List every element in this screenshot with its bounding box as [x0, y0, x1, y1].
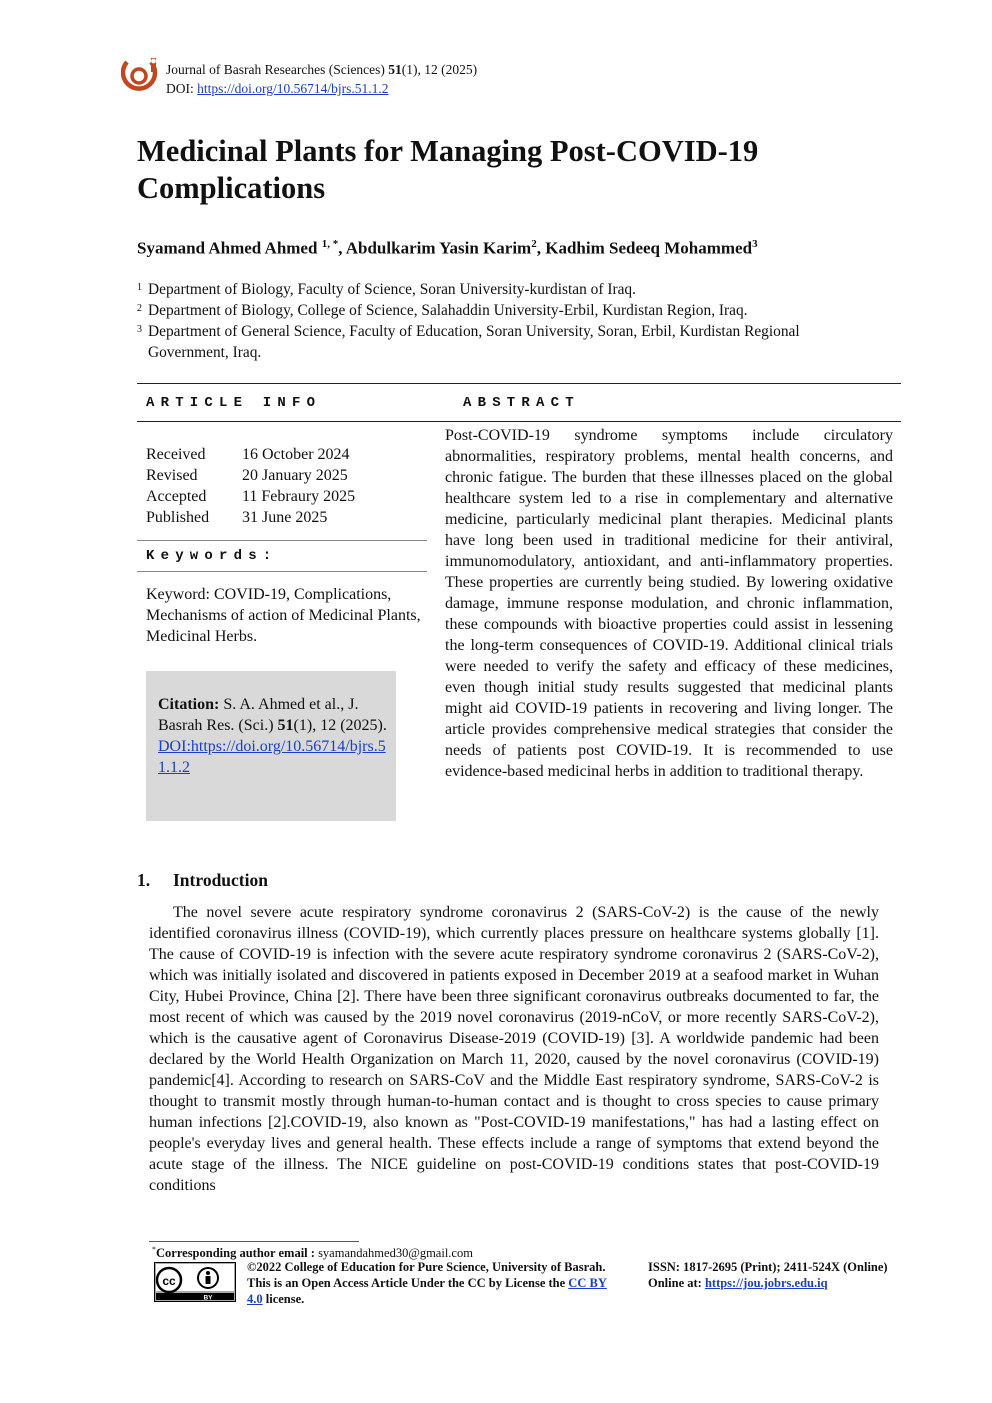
- author-name: Kadhim Sedeeq Mohammed: [545, 238, 753, 258]
- corresponding-mark: *: [152, 1245, 156, 1254]
- journal-citation-line: [166, 60, 477, 80]
- date-value: 11 Febraury 2025: [242, 488, 356, 505]
- date-value: 31 June 2025: [242, 509, 328, 526]
- citation-body: S. A. Ahmed et al., J. Basrah Res. (Sci.): [158, 696, 359, 734]
- article-info-heading: ARTICLE INFO: [146, 395, 322, 411]
- article-dates: [146, 444, 355, 528]
- corresponding-label: Corresponding author email :: [156, 1246, 319, 1261]
- introduction-heading: [137, 870, 268, 891]
- journal-name: Journal of Basrah Researches (Sciences): [166, 62, 385, 77]
- introduction-text: The novel severe acute respiratory syndrome coronavirus 2 (SARS-CoV-2) is the cause of the newly identified coronavirus illness (COVID-19), which currently places pressure on healthcare systems globally [1]. The cause of COVID-19 is infection with the severe acute respiratory syndrome coronavirus 2 (SARS-CoV-2), which was initially isolated and discovered in patients exposed in December 2019 at a seafood market in Wuhan City, Hubei Province, China [2]. There have been three significant coronavirus outbreaks documented to far, the most recent of which was caused by the 2019 novel coronavirus (2019-nCoV, or more recently SARS-CoV-2), which is the causative agent of Coronavirus Disease-2019 (COVID-19) [3]. A worldwide pandemic had been declared by the World Health Organization on March 11, 2020, caused by the novel coronavirus (COVID-19) pandemic[4]. According to research on SARS-CoV and the Middle East respiratory syndrome, SARS-CoV-2 is thought to transmit mostly through human-to-human contact and is thought to cross species to cause primary human infections [2].COVID-19, also known as "Post-COVID-19 manifestations," has had a lasting effect on people's everyday lives and general health. These effects include a range of symptoms that extend beyond the acute stage of the illness. The NICE guideline on post-COVID-19 conditions states that post-COVID-19 conditions: [149, 904, 879, 1194]
- affiliation-text: Department of Biology, College of Science, Salahaddin University-Erbil, Kurdistan Region, Iraq.: [148, 302, 748, 319]
- doi-line: [166, 79, 389, 99]
- issn-text: ISSN: 1817-2695 (Print); 2411-524X (Online): [648, 1260, 888, 1274]
- keywords-rule: [137, 571, 427, 572]
- corresponding-email[interactable]: syamandahmed30@gmail.com: [318, 1246, 473, 1261]
- online-label: Online at:: [648, 1276, 705, 1290]
- issn-info: [648, 1259, 888, 1291]
- author-affiliation-mark: 3: [752, 238, 758, 250]
- copyright-text: ©2022 College of Education for Pure Science, University of Basrah. This is an Open Access Article Under the CC by License the: [247, 1260, 606, 1290]
- author-name: Syamand Ahmed Ahmed: [137, 238, 318, 258]
- affiliation-item: [137, 279, 877, 300]
- affiliation-number: 1: [137, 282, 142, 293]
- article-title: Medicinal Plants for Managing Post-COVID-19 Complications: [137, 134, 759, 205]
- keywords-heading: Keywords:: [146, 548, 278, 564]
- date-row: [146, 465, 355, 486]
- affiliations: [137, 279, 877, 363]
- affiliation-text: Department of General Science, Faculty of Education, Soran University, Soran, Erbil, Kurdistan Regional Government, Iraq.: [148, 323, 800, 361]
- date-label: Revised: [146, 467, 198, 484]
- author-affiliation-mark: 1, *: [321, 238, 339, 250]
- affiliation-text: Department of Biology, Faculty of Science, Soran University-kurdistan of Iraq.: [148, 281, 636, 298]
- journal-website-link[interactable]: https://jou.jobrs.edu.iq: [704, 1276, 828, 1290]
- affiliation-item: [137, 300, 877, 321]
- date-row: [146, 444, 355, 465]
- section-title: Introduction: [173, 870, 268, 890]
- date-label: Received: [146, 446, 206, 463]
- affiliation-number: 2: [137, 303, 142, 314]
- date-value: 16 October 2024: [242, 446, 350, 463]
- cc-badge-text: cc: [162, 1274, 176, 1288]
- abstract-heading: ABSTRACT: [463, 395, 580, 411]
- citation-volume: 51: [277, 717, 294, 734]
- journal-issue: (1), 12 (2025): [401, 62, 478, 77]
- license-suffix: license.: [262, 1292, 305, 1306]
- date-label: Published: [146, 509, 210, 526]
- doi-link[interactable]: https://doi.org/10.56714/bjrs.51.1.2: [197, 81, 389, 96]
- section-divider: [137, 383, 901, 384]
- citation-body: (1), 12 (2025).: [293, 717, 387, 734]
- license-link[interactable]: CC BY 4.0: [247, 1276, 607, 1306]
- date-value: 20 January 2025: [242, 467, 348, 484]
- date-row: [146, 486, 355, 507]
- online-line: [648, 1275, 888, 1291]
- doi-label: DOI:: [166, 81, 194, 96]
- journal-logo: [121, 58, 161, 96]
- section-number: 1.: [137, 870, 151, 890]
- author-list: Syamand Ahmed Ahmed $^{1, *}$, Abdulkarim Yasin Karim$^2$, Kadhim Sedeeq Mohammed$^3$: [137, 238, 758, 258]
- journal-volume: 51: [388, 62, 402, 77]
- citation-label: Citation:: [158, 696, 220, 713]
- affiliation-item: [137, 321, 877, 363]
- citation-doi-link[interactable]: DOI:https://doi.org/10.56714/bjrs.51.1.2: [158, 738, 386, 776]
- by-badge-text: BY: [203, 1294, 213, 1302]
- keywords-text: Keyword: COVID-19, Complications, Mechanisms of action of Medicinal Plants, Medicinal Herbs.: [146, 586, 421, 645]
- section-divider: [137, 421, 901, 422]
- affiliation-number: 3: [137, 324, 142, 335]
- author-affiliation-mark: 2: [531, 238, 537, 250]
- keywords-rule: [137, 540, 427, 541]
- cc-by-license-icon: [154, 1262, 236, 1302]
- author-name: Abdulkarim Yasin Karim: [345, 238, 532, 258]
- date-row: [146, 507, 355, 528]
- citation-text: [158, 694, 390, 778]
- date-label: Accepted: [146, 488, 207, 505]
- copyright-notice: [247, 1259, 617, 1307]
- abstract-text: Post-COVID-19 syndrome symptoms include circulatory abnormalities, respiratory problems, mental health concerns, and chronic fatigue. The burden that these illnesses placed on the global healthcare system led to a rise in complementary and alternative medicine, particularly medicinal plant therapies. Medicinal plants have long been used in traditional medicine for their antiviral, immunomodulatory, antioxidant, and anti-inflammatory properties. These properties are currently being studied. By lowering oxidative damage, immune response modulation, and chronic inflammation, these compounds with bioactive properties could assist in lessening the long-term consequences of COVID-19. Additional clinical trials were needed to verify the safety and efficacy of these medicines, even though initial study results suggested that medicinal plants might aid COVID-19 patients in recovering and living longer. The article provides comprehensive medical strategies that consider the needs of patients post COVID-19. It is recommended to use evidence-based medicinal herbs in addition to traditional therapy.: [445, 427, 893, 780]
